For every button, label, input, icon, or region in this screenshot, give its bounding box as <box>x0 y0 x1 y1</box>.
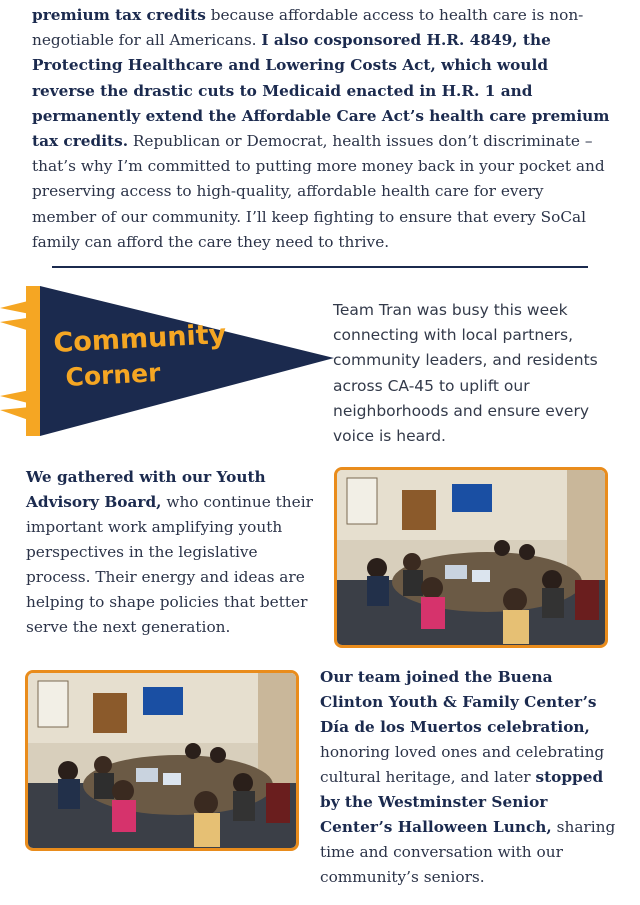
youth-advisory-bold: We gathered with our Youth Advisory Board, <box>26 468 266 511</box>
team-events-bold-1: Our team joined the Buena Clinton Youth & Family Center’s Día de los Muertos celebration, <box>320 668 597 736</box>
team-events-text-2: sharing time and conversation with our community’s seniors. <box>320 818 616 886</box>
team-events-text-1: honoring loved ones and celebrating cultural heritage, and later <box>320 743 605 786</box>
pennant-line-1: Community <box>52 318 227 359</box>
presentation-screen-icon <box>452 484 492 512</box>
pennant-flag <box>40 286 334 436</box>
youth-advisory-text: who continue their important work amplifying youth perspectives in the legislative process. Their energy and ideas are helping to shape policies that better serve the next generation. <box>26 493 313 636</box>
intro-text-1: because affordable access to health care is non-negotiable for all Americans. <box>32 6 584 50</box>
intro-paragraph <box>32 3 612 255</box>
intro-text-2: Republican or Democrat, health issues don’t discriminate – that’s why I’m committed to putting more money back in your pocket and preserving access to high-quality, affordable health care for every member of our community. I’ll keep fighting to ensure that every SoCal family can afford the care they need to thrive. <box>32 132 605 251</box>
pennant-pole <box>26 286 40 436</box>
intro-bold-1: premium tax credits <box>32 6 206 24</box>
community-corner-pennant <box>0 282 336 442</box>
youth-advisory-photo <box>334 467 608 648</box>
team-events-block <box>320 665 620 890</box>
team-events-bold-2: stopped by the Westminster Senior Center’s Halloween Lunch, <box>320 768 604 836</box>
community-corner-intro: Team Tran was busy this week connecting with local partners, community leaders, and residents across CA-45 to uplift our neighborhoods and ensure every voice is heard. <box>333 301 598 446</box>
youth-advisory-block <box>26 465 316 640</box>
presentation-screen-icon-2 <box>143 687 183 715</box>
team-event-photo <box>25 670 299 851</box>
pennant-line-2: Corner <box>64 358 162 392</box>
intro-bold-2: I also cosponsored H.R. 4849, the Protecting Healthcare and Lowering Costs Act, which would reverse the drastic cuts to Medicaid enacted in H.R. 1 and permanently extend the Affordable Care Act’s health care premium tax credits. <box>32 31 610 151</box>
section-divider <box>52 266 588 268</box>
